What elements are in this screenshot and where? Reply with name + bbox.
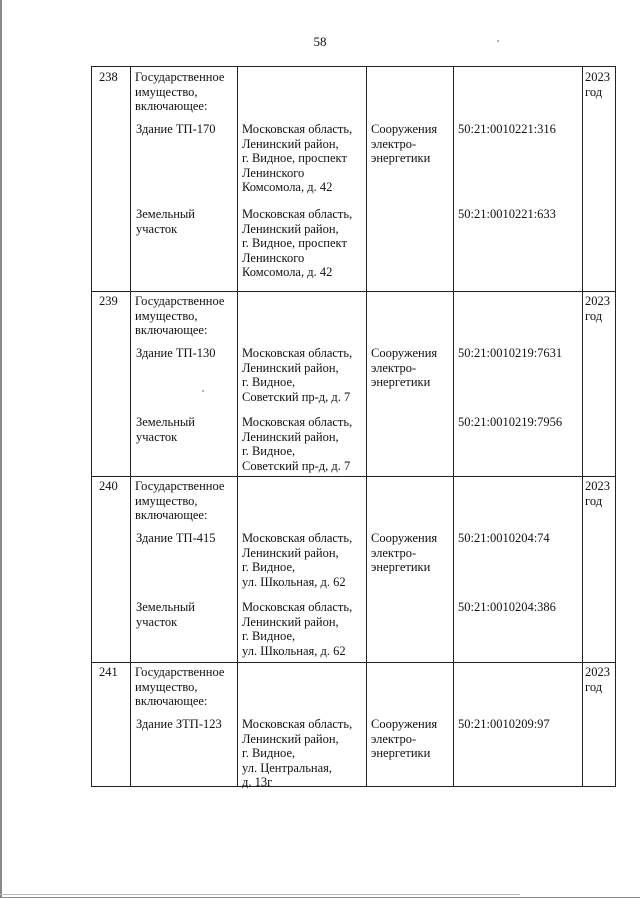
object-address-line: д. 13г bbox=[242, 775, 273, 789]
object-address-line: Ленинский район, bbox=[242, 731, 339, 746]
object-address bbox=[242, 415, 352, 473]
year-cell-line: год bbox=[585, 493, 603, 508]
object-address bbox=[242, 531, 352, 589]
object-address-line: ул. Школьная, д. 62 bbox=[242, 643, 346, 658]
object-address bbox=[242, 600, 352, 658]
object-address-line: Ленинский район, bbox=[242, 360, 339, 375]
row-number: 241 bbox=[99, 665, 118, 679]
table-column-divider bbox=[582, 67, 583, 786]
object-address-line: Комсомола, д. 42 bbox=[242, 265, 333, 279]
object-type-line: электро- bbox=[371, 360, 417, 375]
cadastral-number: 50:21:0010221:633 bbox=[458, 207, 556, 221]
row-number: 239 bbox=[99, 294, 118, 308]
object-address-line: Комсомола, д. 42 bbox=[242, 180, 333, 194]
property-group-title bbox=[135, 294, 224, 338]
object-name-line: Здание ЗТП-123 bbox=[136, 717, 222, 731]
object-address-line: Ленинский район, bbox=[242, 221, 339, 236]
object-address-line: г. Видное, bbox=[242, 746, 296, 760]
object-type bbox=[371, 346, 437, 390]
object-address-line: Ленинский район, bbox=[242, 429, 339, 444]
object-name bbox=[136, 415, 195, 444]
object-type-line: энергетики bbox=[371, 375, 431, 389]
object-address-line: Московская область, bbox=[242, 717, 353, 731]
object-type bbox=[371, 717, 437, 761]
property-group-title bbox=[135, 70, 224, 114]
year-cell-line: 2023 bbox=[585, 479, 610, 493]
object-address-line: Ленинский район, bbox=[242, 614, 339, 629]
property-group-title-line: имущество, bbox=[135, 679, 198, 694]
year-cell-line: год bbox=[585, 84, 603, 99]
object-name bbox=[136, 122, 216, 137]
object-name bbox=[136, 717, 222, 732]
object-name-line: Здание ТП-170 bbox=[136, 122, 216, 136]
object-address-line: Советский пр-д, д. 7 bbox=[242, 389, 351, 404]
property-group-title-line: включающее: bbox=[135, 99, 208, 113]
object-type-line: энергетики bbox=[371, 560, 431, 574]
object-name-line: Здание ТП-130 bbox=[136, 346, 216, 360]
table-column-divider bbox=[130, 67, 131, 786]
object-address-line: Московская область, bbox=[242, 346, 353, 360]
table-row-divider bbox=[92, 476, 615, 477]
object-address-line: Ленинский район, bbox=[242, 545, 339, 560]
object-address bbox=[242, 207, 352, 280]
object-type-line: электро- bbox=[371, 545, 417, 560]
object-type-line: электро- bbox=[371, 731, 417, 746]
object-address-line: Ленинского bbox=[242, 165, 305, 180]
object-address-line: г. Видное, bbox=[242, 629, 296, 643]
cadastral-number: 50:21:0010204:386 bbox=[458, 600, 556, 614]
object-address-line: г. Видное, проспект bbox=[242, 151, 347, 165]
object-address-line: г. Видное, проспект bbox=[242, 236, 347, 250]
property-group-title-line: Государственное bbox=[135, 479, 225, 493]
row-number: 238 bbox=[99, 70, 118, 84]
property-group-title bbox=[135, 665, 224, 709]
object-address bbox=[242, 122, 352, 195]
year-cell bbox=[585, 294, 610, 323]
property-group-title-line: имущество, bbox=[135, 308, 198, 323]
year-cell-line: 2023 bbox=[585, 294, 610, 308]
object-address-line: Московская область, bbox=[242, 415, 353, 429]
cadastral-number: 50:21:0010221:316 bbox=[458, 122, 556, 136]
object-address-line: Советский пр-д, д. 7 bbox=[242, 458, 351, 473]
property-group-title-line: включающее: bbox=[135, 323, 208, 337]
scan-left-edge bbox=[0, 0, 2, 898]
year-cell bbox=[585, 479, 610, 508]
object-address-line: Московская область, bbox=[242, 207, 353, 221]
table-row-divider bbox=[92, 291, 615, 292]
table-column-divider bbox=[237, 67, 238, 786]
property-group-title-line: включающее: bbox=[135, 694, 208, 708]
object-name-line: участок bbox=[136, 221, 178, 236]
cadastral-number: 50:21:0010219:7631 bbox=[458, 346, 563, 360]
object-name-line: участок bbox=[136, 614, 178, 629]
year-cell bbox=[585, 70, 610, 99]
property-group-title-line: Государственное bbox=[135, 665, 225, 679]
object-name-line: Здание ТП-415 bbox=[136, 531, 216, 545]
object-address-line: Московская область, bbox=[242, 600, 353, 614]
year-cell-line: 2023 bbox=[585, 70, 610, 84]
cadastral-number: 50:21:0010219:7956 bbox=[458, 415, 563, 429]
object-name bbox=[136, 531, 216, 546]
object-type-line: энергетики bbox=[371, 746, 431, 760]
object-address-line: Ленинского bbox=[242, 250, 305, 265]
object-type-line: Сооружения bbox=[371, 346, 438, 360]
property-group-title-line: Государственное bbox=[135, 70, 225, 84]
object-name-line: Земельный bbox=[136, 600, 195, 614]
year-cell bbox=[585, 665, 610, 694]
year-cell-line: год bbox=[585, 679, 603, 694]
table-column-divider bbox=[453, 67, 454, 786]
object-type-line: Сооружения bbox=[371, 531, 438, 545]
object-type-line: электро- bbox=[371, 136, 417, 151]
object-name bbox=[136, 207, 195, 236]
year-cell-line: год bbox=[585, 308, 603, 323]
property-group-title bbox=[135, 479, 224, 523]
object-address-line: г. Видное, bbox=[242, 444, 296, 458]
property-group-title-line: имущество, bbox=[135, 493, 198, 508]
object-name-line: Земельный bbox=[136, 207, 195, 221]
object-address-line: ул. Центральная, bbox=[242, 760, 333, 775]
object-address-line: г. Видное, bbox=[242, 560, 296, 574]
object-address bbox=[242, 346, 352, 404]
object-name bbox=[136, 346, 216, 361]
property-group-title-line: Государственное bbox=[135, 294, 225, 308]
object-address-line: г. Видное, bbox=[242, 375, 296, 389]
year-cell-line: 2023 bbox=[585, 665, 610, 679]
row-number: 240 bbox=[99, 479, 118, 493]
object-address-line: Московская область, bbox=[242, 122, 353, 136]
table-row-divider bbox=[92, 662, 615, 663]
scan-bottom-edge-shadow bbox=[0, 894, 520, 895]
page-number: 58 bbox=[313, 34, 327, 49]
object-type bbox=[371, 122, 437, 166]
object-type-line: Сооружения bbox=[371, 717, 438, 731]
object-address-line: ул. Школьная, д. 62 bbox=[242, 574, 346, 589]
object-address-line: Ленинский район, bbox=[242, 136, 339, 151]
table-column-divider bbox=[366, 67, 367, 786]
property-table bbox=[91, 66, 616, 787]
object-name bbox=[136, 600, 195, 629]
cadastral-number: 50:21:0010204:74 bbox=[458, 531, 550, 545]
object-type bbox=[371, 531, 437, 575]
object-name-line: участок bbox=[136, 429, 178, 444]
property-group-title-line: включающее: bbox=[135, 508, 208, 522]
object-address bbox=[242, 717, 352, 790]
object-type-line: энергетики bbox=[371, 151, 431, 165]
object-address-line: Московская область, bbox=[242, 531, 353, 545]
property-group-title-line: имущество, bbox=[135, 84, 198, 99]
object-name-line: Земельный bbox=[136, 415, 195, 429]
object-type-line: Сооружения bbox=[371, 122, 438, 136]
cadastral-number: 50:21:0010209:97 bbox=[458, 717, 550, 731]
